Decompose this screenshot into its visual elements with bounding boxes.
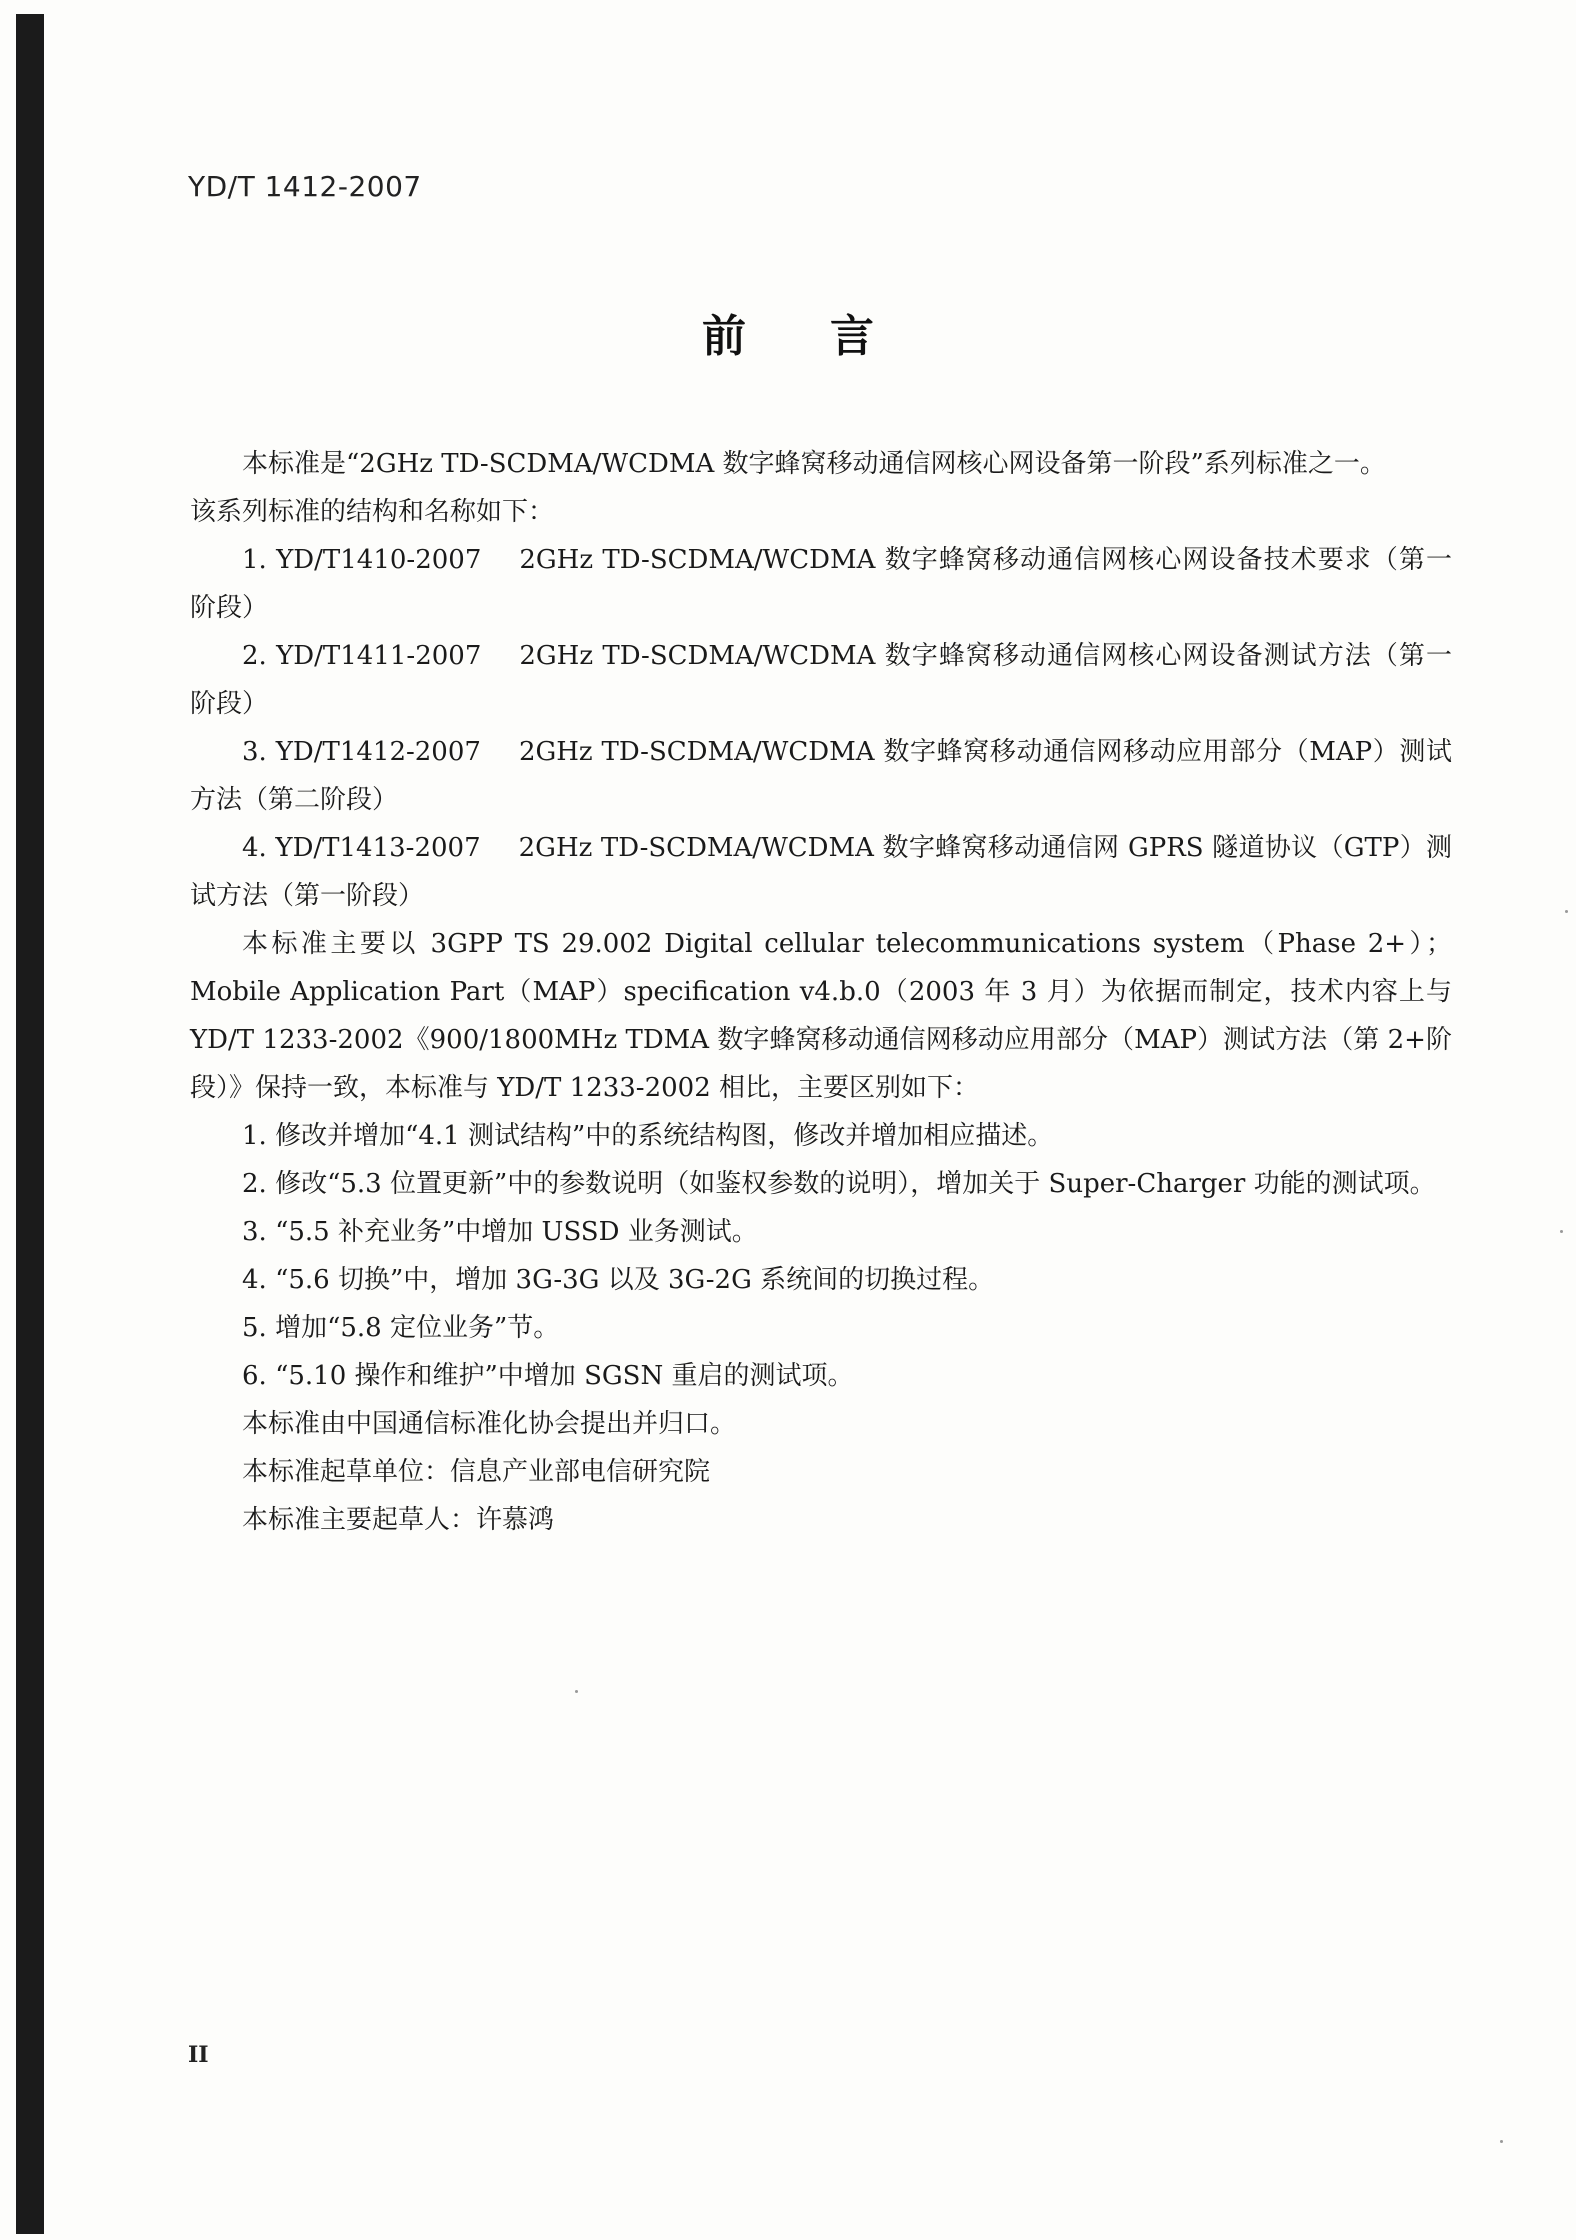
series-item — [190, 536, 1452, 632]
series-item-code: YD/T1413-2007 — [275, 833, 481, 863]
difference-item: 6. “5.10 操作和维护”中增加 SGSN 重启的测试项。 — [242, 1361, 854, 1391]
difference-item: 2. 修改“5.3 位置更新”中的参数说明（如鉴权参数的说明），增加关于 Super-Charger 功能的测试项。 — [242, 1169, 1436, 1199]
page-number: II — [188, 2042, 209, 2068]
difference-item: 5. 增加“5.8 定位业务”节。 — [242, 1313, 560, 1343]
difference-item: 4. “5.6 切换”中，增加 3G-3G 以及 3G-2G 系统间的切换过程。 — [242, 1265, 995, 1295]
series-item-name: 2GHz TD-SCDMA/WCDMA 数字蜂窝移动通信网核心网设备技术要求（第一阶段） — [190, 545, 1452, 623]
scan-speck — [1500, 2140, 1503, 2143]
scan-speck — [1560, 1230, 1563, 1233]
series-item-num: 2. — [242, 641, 267, 671]
proposer-statement: 本标准由中国通信标准化协会提出并归口。 — [242, 1409, 737, 1439]
scan-speck — [575, 1690, 578, 1693]
series-item-num: 3. — [242, 737, 267, 767]
series-item-code: YD/T1411-2007 — [276, 641, 482, 671]
intro-line-2: 该系列标准的结构和名称如下： — [190, 497, 555, 527]
series-item — [190, 728, 1452, 824]
difference-item: 3. “5.5 补充业务”中增加 USSD 业务测试。 — [242, 1217, 758, 1247]
basis-paragraph: 本标准主要以 3GPP TS 29.002 Digital cellular telecommunications system（Phase 2+）；Mobile Application Part（MAP）specification v4.b.0（2003 年 3 月）为依据而制定，技术内容上与 YD/T 1233-2002《900/1800MHz TDMA 数字蜂窝移动通信网移动应用部分（MAP）测试方法（第 2+阶段）》保持一致，本标准与 YD/T 1233-2002 相比，主要区别如下： — [190, 929, 1452, 1103]
series-item-name: 2GHz TD-SCDMA/WCDMA 数字蜂窝移动通信网核心网设备测试方法（第一阶段） — [190, 641, 1452, 719]
intro-line-1: 本标准是“2GHz TD-SCDMA/WCDMA 数字蜂窝移动通信网核心网设备第一阶段”系列标准之一。 — [242, 449, 1386, 479]
foreword-body — [190, 440, 1452, 1544]
scan-speck — [1565, 910, 1568, 913]
difference-item: 1. 修改并增加“4.1 测试结构”中的系统结构图，修改并增加相应描述。 — [242, 1121, 1054, 1151]
page-title: 前言 — [702, 311, 958, 362]
standard-code: YD/T 1412-2007 — [188, 170, 422, 203]
series-item — [190, 632, 1452, 728]
series-item-code: YD/T1412-2007 — [275, 737, 481, 767]
series-item-name: 2GHz TD-SCDMA/WCDMA 数字蜂窝移动通信网 GPRS 隧道协议（GTP）测试方法（第一阶段） — [190, 833, 1453, 911]
series-item-num: 4. — [242, 833, 267, 863]
series-item-code: YD/T1410-2007 — [276, 545, 482, 575]
series-item — [190, 824, 1452, 920]
series-item-num: 1. — [242, 545, 267, 575]
drafter: 本标准主要起草人：许慕鸿 — [242, 1505, 555, 1535]
series-item-name: 2GHz TD-SCDMA/WCDMA 数字蜂窝移动通信网移动应用部分（MAP）测试方法（第二阶段） — [190, 737, 1453, 815]
drafting-unit: 本标准起草单位：信息产业部电信研究院 — [242, 1457, 711, 1487]
